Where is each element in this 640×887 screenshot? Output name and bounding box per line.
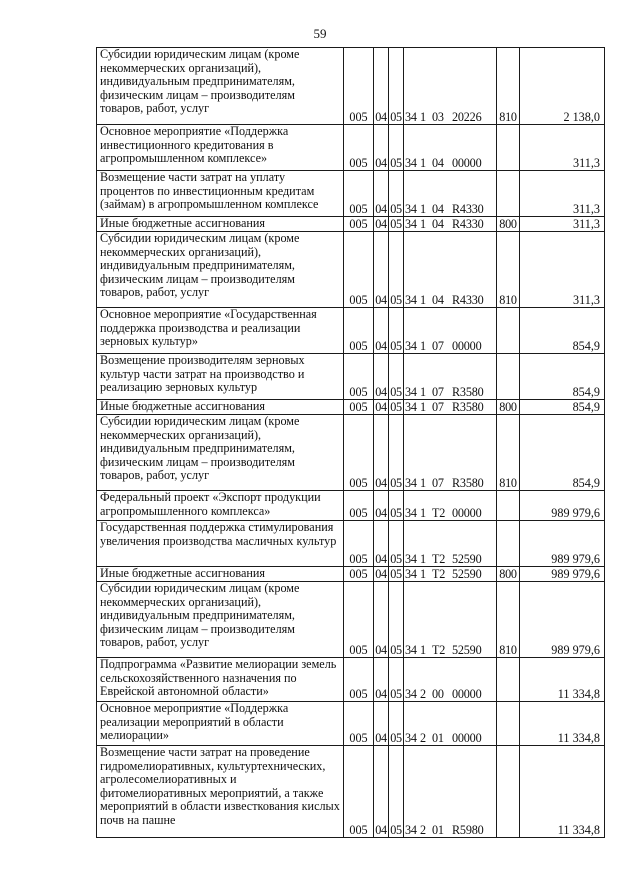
activity-code: 00: [432, 686, 444, 701]
expense-type-cell: 810: [497, 232, 520, 308]
section-code-cell: 04: [375, 399, 387, 414]
target-article-code-cell: [404, 658, 497, 702]
program-code: 34: [405, 292, 417, 307]
expense-type-cell: 800: [497, 400, 520, 415]
page-number: 59: [313, 26, 327, 41]
ministry-code-cell: 005: [344, 567, 374, 582]
subprogram-code: 2: [420, 822, 426, 837]
expense-type-cell: [497, 308, 520, 354]
direction-code: 00000: [452, 730, 482, 745]
table-row: [97, 582, 605, 658]
direction-code: 00000: [452, 686, 482, 701]
program-code: 34: [405, 216, 417, 231]
table-row: [97, 702, 605, 746]
ministry-code-cell: 005: [344, 521, 374, 567]
expense-type-cell: 800: [497, 217, 520, 232]
table-row: [97, 521, 605, 567]
direction-code: R3580: [452, 475, 484, 490]
subsection-code-cell: 05: [389, 308, 404, 354]
row-description-cell: Субсидии юридическим лицам (кроме некоммерческих организаций), индивидуальным предпринимателям, физическим лицам – производителям товаров, работ, услуг: [97, 415, 344, 491]
amount-cell: 11 334,8: [520, 702, 605, 746]
direction-code: R5980: [452, 822, 484, 837]
table-row: [97, 415, 605, 491]
direction-code: 00000: [452, 505, 482, 520]
section-code-cell: 04: [375, 216, 387, 231]
ministry-code-cell: 005: [344, 48, 374, 125]
section-code-cell: 04: [374, 582, 389, 658]
activity-code: 01: [432, 730, 444, 745]
subsection-code-cell: 05: [390, 399, 402, 414]
program-code: 34: [405, 475, 417, 490]
table-row: [97, 217, 605, 232]
amount-cell: 311,3: [520, 232, 605, 308]
subprogram-code: 1: [420, 475, 426, 490]
activity-code: 04: [432, 201, 444, 216]
program-code: 34: [405, 566, 417, 581]
program-code: 34: [405, 686, 417, 701]
direction-code: 52590: [452, 642, 482, 657]
activity-code: 07: [432, 384, 444, 399]
row-description-cell: Основное мероприятие «Поддержка инвестиционного кредитования в агропромышленном комплексе»: [97, 125, 344, 171]
subprogram-code: 1: [420, 338, 426, 353]
ministry-code-cell: 005: [344, 491, 374, 521]
subsection-code-cell: 05: [389, 521, 404, 567]
subsection-code-cell: 05: [389, 232, 404, 308]
subsection-code-cell: 05: [390, 566, 402, 581]
direction-code: R4330: [452, 292, 484, 307]
subprogram-code: 1: [420, 109, 426, 124]
ministry-code-cell: 005: [344, 746, 374, 838]
expense-type-cell: 800: [497, 567, 520, 582]
amount-cell: 311,3: [520, 171, 605, 217]
expense-type-cell: [497, 521, 520, 567]
row-description-cell: Субсидии юридическим лицам (кроме некоммерческих организаций), индивидуальным предпринимателям, физическим лицам – производителям товаров, работ, услуг: [97, 232, 344, 308]
subsection-code-cell: 05: [389, 354, 404, 400]
row-description-cell: Иные бюджетные ассигнования: [97, 400, 344, 415]
table-row: [97, 354, 605, 400]
expense-type-cell: [497, 702, 520, 746]
amount-cell: 311,3: [520, 125, 605, 171]
activity-code: T2: [432, 566, 446, 581]
subsection-code-cell: 05: [389, 171, 404, 217]
target-article-code-cell: [404, 400, 497, 415]
subprogram-code: 1: [420, 201, 426, 216]
section-code-cell: 04: [374, 415, 389, 491]
budget-table: [96, 47, 605, 838]
amount-cell: 989 979,6: [520, 582, 605, 658]
amount-cell: 2 138,0: [520, 48, 605, 125]
table-row: [97, 232, 605, 308]
program-code: 34: [405, 201, 417, 216]
section-code-cell: 04: [374, 232, 389, 308]
row-description-cell: Иные бюджетные ассигнования: [97, 217, 344, 232]
program-code: 34: [405, 399, 417, 414]
table-row: [97, 658, 605, 702]
activity-code: 01: [432, 822, 444, 837]
table-body: [97, 48, 605, 838]
subsection-code-cell: 05: [389, 658, 404, 702]
direction-code: 20226: [452, 109, 482, 124]
expense-type-cell: [497, 746, 520, 838]
expense-type-cell: 810: [497, 582, 520, 658]
subsection-code-cell: 05: [389, 702, 404, 746]
ministry-code-cell: 005: [344, 308, 374, 354]
row-description-cell: Субсидии юридическим лицам (кроме некоммерческих организаций), индивидуальным предпринимателям, физическим лицам – производителям товаров, работ, услуг: [97, 48, 344, 125]
row-description-cell: Подпрограмма «Развитие мелиорации земель сельскохозяйственного назначения по Еврейской автономной области»: [97, 658, 344, 702]
table-row: [97, 400, 605, 415]
table-row: [97, 746, 605, 838]
amount-cell: 11 334,8: [520, 746, 605, 838]
subprogram-code: 1: [420, 566, 426, 581]
target-article-code-cell: [404, 308, 497, 354]
direction-code: 52590: [452, 566, 482, 581]
ministry-code-cell: 005: [344, 415, 374, 491]
activity-code: 04: [432, 216, 444, 231]
ministry-code-cell: 005: [344, 217, 374, 232]
amount-cell: 989 979,6: [520, 567, 605, 582]
expense-type-cell: [497, 354, 520, 400]
direction-code: R4330: [452, 216, 484, 231]
section-code-cell: 04: [374, 354, 389, 400]
program-code: 34: [405, 505, 417, 520]
expense-type-cell: [497, 125, 520, 171]
program-code: 34: [405, 642, 417, 657]
ministry-code-cell: 005: [344, 125, 374, 171]
ministry-code-cell: 005: [344, 702, 374, 746]
target-article-code-cell: [404, 415, 497, 491]
activity-code: 07: [432, 399, 444, 414]
table-row: [97, 125, 605, 171]
table-row: [97, 491, 605, 521]
program-code: 34: [405, 730, 417, 745]
subprogram-code: 2: [420, 686, 426, 701]
target-article-code-cell: [404, 354, 497, 400]
expense-type-cell: 810: [497, 415, 520, 491]
activity-code: T2: [432, 505, 446, 520]
row-description-cell: Субсидии юридическим лицам (кроме некоммерческих организаций), индивидуальным предпринимателям, физическим лицам – производителям товаров, работ, услуг: [97, 582, 344, 658]
row-description-cell: Иные бюджетные ассигнования: [97, 567, 344, 582]
activity-code: 04: [432, 155, 444, 170]
target-article-code-cell: [404, 232, 497, 308]
section-code-cell: 04: [374, 308, 389, 354]
subprogram-code: 1: [420, 155, 426, 170]
subprogram-code: 1: [420, 384, 426, 399]
target-article-code-cell: [404, 125, 497, 171]
subprogram-code: 1: [420, 505, 426, 520]
ministry-code-cell: 005: [344, 658, 374, 702]
activity-code: 03: [432, 109, 444, 124]
activity-code: T2: [432, 551, 446, 566]
section-code-cell: 04: [374, 521, 389, 567]
program-code: 34: [405, 384, 417, 399]
subprogram-code: 1: [420, 642, 426, 657]
ministry-code-cell: 005: [344, 354, 374, 400]
section-code-cell: 04: [374, 491, 389, 521]
section-code-cell: 04: [374, 746, 389, 838]
subprogram-code: 1: [420, 551, 426, 566]
section-code-cell: 04: [374, 702, 389, 746]
expense-type-cell: [497, 491, 520, 521]
amount-cell: 854,9: [520, 400, 605, 415]
subsection-code-cell: 05: [389, 48, 404, 125]
row-description-cell: Возмещение производителям зерновых культур части затрат на производство и реализацию зерновых культур: [97, 354, 344, 400]
subsection-code-cell: 05: [389, 491, 404, 521]
amount-cell: 311,3: [520, 217, 605, 232]
amount-cell: 854,9: [520, 415, 605, 491]
activity-code: 07: [432, 475, 444, 490]
section-code-cell: 04: [374, 658, 389, 702]
amount-cell: 989 979,6: [520, 491, 605, 521]
program-code: 34: [405, 109, 417, 124]
table-row: [97, 308, 605, 354]
direction-code: 00000: [452, 155, 482, 170]
row-description-cell: Основное мероприятие «Государственная поддержка производства и реализации зерновых культур»: [97, 308, 344, 354]
subprogram-code: 1: [420, 216, 426, 231]
subsection-code-cell: 05: [389, 125, 404, 171]
target-article-code-cell: [404, 171, 497, 217]
program-code: 34: [405, 551, 417, 566]
program-code: 34: [405, 822, 417, 837]
section-code-cell: 04: [375, 566, 387, 581]
row-description-cell: Возмещение части затрат на уплату процентов по инвестиционным кредитам (займам) в агропромышленном комплексе: [97, 171, 344, 217]
target-article-code-cell: [404, 582, 497, 658]
subsection-code-cell: 05: [389, 415, 404, 491]
activity-code: 04: [432, 292, 444, 307]
direction-code: R3580: [452, 384, 484, 399]
target-article-code-cell: [404, 521, 497, 567]
target-article-code-cell: [404, 491, 497, 521]
row-description-cell: Федеральный проект «Экспорт продукции агропромышленного комплекса»: [97, 491, 344, 521]
ministry-code-cell: 005: [344, 232, 374, 308]
subprogram-code: 1: [420, 292, 426, 307]
expense-type-cell: [497, 658, 520, 702]
activity-code: T2: [432, 642, 446, 657]
amount-cell: 854,9: [520, 308, 605, 354]
direction-code: 52590: [452, 551, 482, 566]
program-code: 34: [405, 155, 417, 170]
activity-code: 07: [432, 338, 444, 353]
target-article-code-cell: [404, 746, 497, 838]
section-code-cell: 04: [374, 125, 389, 171]
subsection-code-cell: 05: [389, 582, 404, 658]
ministry-code-cell: 005: [344, 400, 374, 415]
target-article-code-cell: [404, 217, 497, 232]
section-code-cell: 04: [374, 171, 389, 217]
amount-cell: 11 334,8: [520, 658, 605, 702]
table-row: [97, 567, 605, 582]
direction-code: 00000: [452, 338, 482, 353]
row-description-cell: Основное мероприятие «Поддержка реализации мероприятий в области мелиорации»: [97, 702, 344, 746]
section-code-cell: 04: [374, 48, 389, 125]
row-description-cell: Возмещение части затрат на проведение гидромелиоративных, культуртехнических, агролесомелиоративных и фитомелиоративных мероприятий, а также мероприятий в области известкования кислых почв на пашне: [97, 746, 344, 838]
expense-type-cell: 810: [497, 48, 520, 125]
row-description-cell: Государственная поддержка стимулирования увеличения производства масличных культур: [97, 521, 344, 567]
target-article-code-cell: [404, 702, 497, 746]
ministry-code-cell: 005: [344, 582, 374, 658]
table-row: [97, 171, 605, 217]
direction-code: R4330: [452, 201, 484, 216]
target-article-code-cell: [404, 567, 497, 582]
subprogram-code: 2: [420, 730, 426, 745]
program-code: 34: [405, 338, 417, 353]
direction-code: R3580: [452, 399, 484, 414]
expense-type-cell: [497, 171, 520, 217]
subsection-code-cell: 05: [389, 746, 404, 838]
amount-cell: 989 979,6: [520, 521, 605, 567]
ministry-code-cell: 005: [344, 171, 374, 217]
amount-cell: 854,9: [520, 354, 605, 400]
subsection-code-cell: 05: [390, 216, 402, 231]
subprogram-code: 1: [420, 399, 426, 414]
target-article-code-cell: [404, 48, 497, 125]
table-row: [97, 48, 605, 125]
